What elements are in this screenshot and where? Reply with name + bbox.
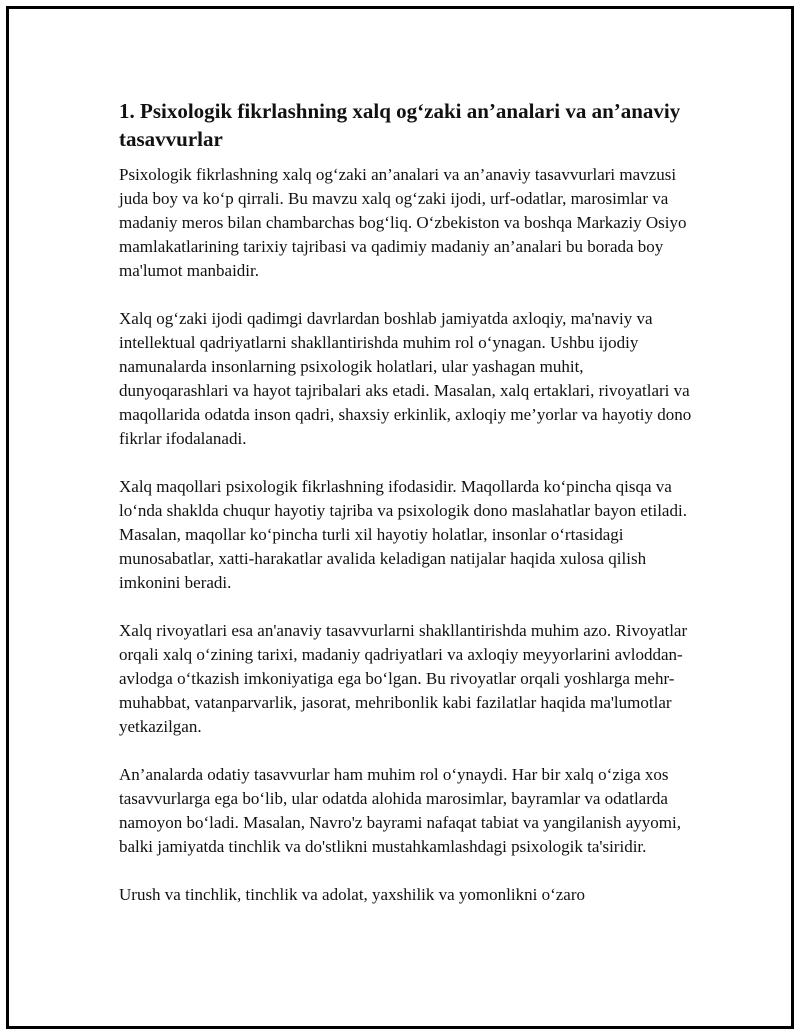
paragraph: Xalq maqollari psixologik fikrlashning ifodasidir. Maqollarda ko‘pincha qisqa va lo‘nda shaklda chuqur hayotiy tajriba va psixologik dono maslahatlar bayon etiladi. Masalan, maqollar ko‘pincha turli xil hayotiy holatlar, insonlar o‘rtasidagi munosabatlar, xatti-harakatlar avalida keladigan natijalar haqida xulosa qilish imkonini beradi.: [119, 477, 687, 592]
document-body: [119, 97, 694, 931]
paragraph: An’analarda odatiy tasavvurlar ham muhim rol o‘ynaydi. Har bir xalq o‘ziga xos tasavvurlarga ega bo‘lib, ular odatda alohida marosimlar, bayramlar va odatlarda namoyon bo‘ladi. Masalan, Navro'z bayrami nafaqat tabiat va yangilanish ayyomi, balki jamiyatda tinchlik va do'stlikni mustahkamlashdagi psixologik ta'siridir.: [119, 765, 681, 856]
section-heading: 1. Psixologik fikrlashning xalq og‘zaki an’analari va an’anaviy tasavvurlar: [119, 99, 681, 151]
paragraph: Xalq og‘zaki ijodi qadimgi davrlardan boshlab jamiyatda axloqiy, ma'naviy va intellektual qadriyatlarni shakllantirishda muhim rol o‘ynagan. Ushbu ijodiy namunalarda insonlarning psixologik holatlari, ular yashagan muhit, dunyoqarashlari va hayot tajribalari aks etadi. Masalan, xalq ertaklari, rivoyatlari va maqollarida odatda inson qadri, shaxsiy erkinlik, axloqiy me’yorlar va hayotiy dono fikrlar ifodalanadi.: [119, 309, 692, 448]
paragraph: Psixologik fikrlashning xalq og‘zaki an’analari va an’anaviy tasavvurlari mavzusi juda boy va ko‘p qirrali. Bu mavzu xalq og‘zaki ijodi, urf-odatlar, marosimlar va madaniy meros bilan chambarchas bog‘liq. O‘zbekiston va boshqa Markaziy Osiyo mamlakatlarining tarixiy tajribasi va qadimiy madaniy an’analari bu borada boy ma'lumot manbaidir.: [119, 165, 687, 280]
document-page: [6, 6, 794, 1029]
paragraph: Xalq rivoyatlari esa an'anaviy tasavvurlarni shakllantirishda muhim azo. Rivoyatlar orqali xalq o‘zining tarixi, madaniy qadriyatlari va axloqiy meyyorlarini avloddan-avlodga o‘tkazish imkoniyatiga ega bo‘lgan. Bu rivoyatlar orqali yoshlarga mehr-muhabbat, vatanparvarlik, jasorat, mehribonlik kabi fazilatlar haqida ma'lumotlar yetkazilgan.: [119, 621, 688, 736]
paragraph: Urush va tinchlik, tinchlik va adolat, yaxshilik va yomonlikni o‘zaro: [119, 885, 585, 904]
